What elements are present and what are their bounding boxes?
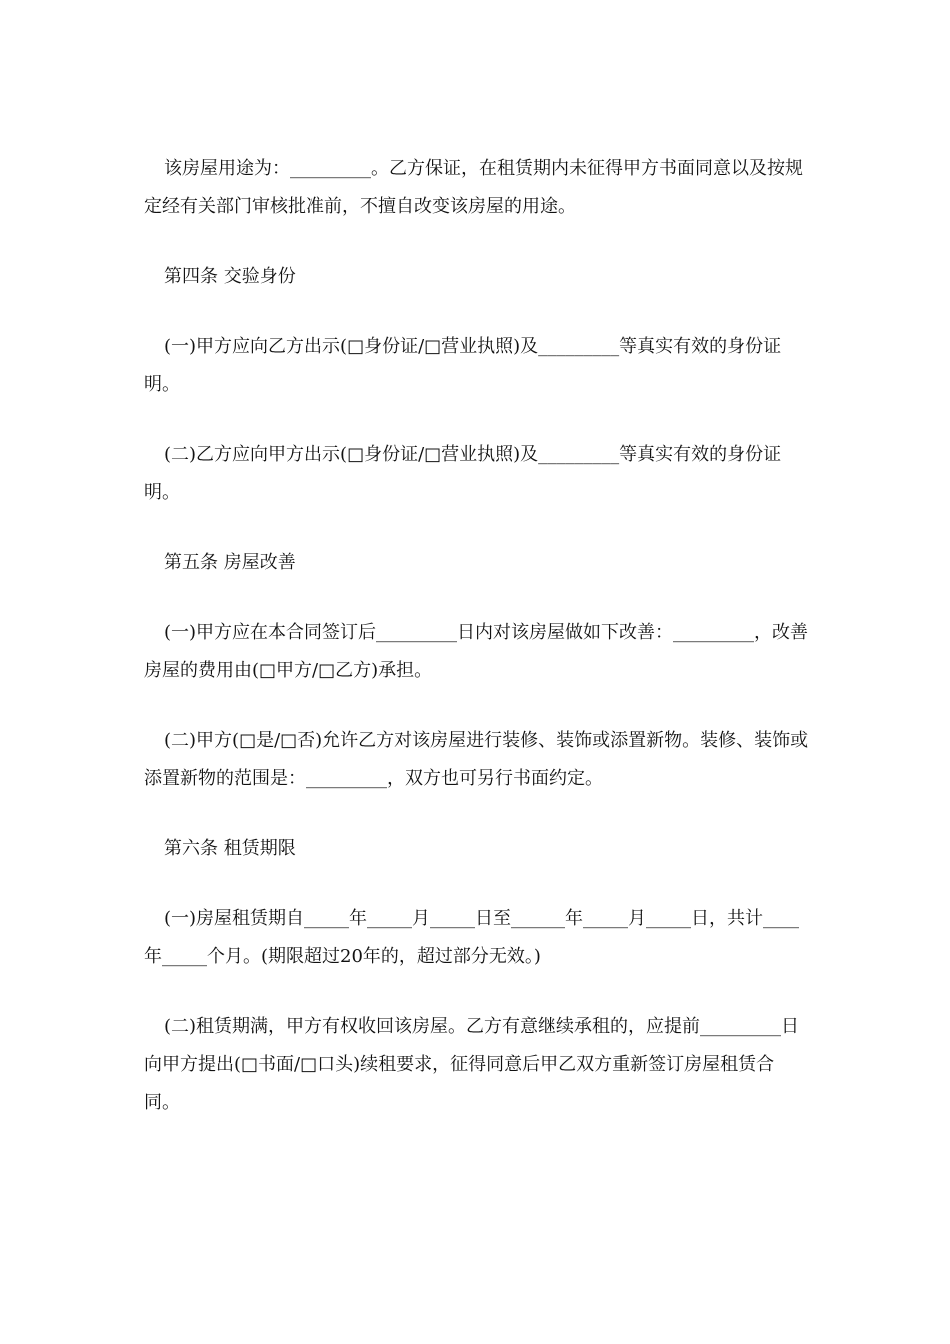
article-6-heading: 第六条 租赁期限 (164, 838, 296, 859)
article-6-clause-2: (二)租赁期满，甲方有权收回该房屋。乙方有意继续承租的，应提前_________日向甲方提出(□书面/□口头)续租要求，征得同意后甲乙双方重新签订房屋租赁合同。 (144, 1016, 800, 1113)
article-4-clause-1: (一)甲方应向乙方出示(□身份证/□营业执照)及_________等真实有效的身份证明。 (144, 336, 782, 395)
article-5-clause-2: (二)甲方(□是/□否)允许乙方对该房屋进行装修、装饰或添置新物。装修、装饰或添置新物的范围是：_________，双方也可另行书面约定。 (144, 730, 809, 789)
article-4-clause-2: (二)乙方应向甲方出示(□身份证/□营业执照)及_________等真实有效的身份证明。 (144, 444, 782, 503)
article-5-clause-1: (一)甲方应在本合同签订后_________日内对该房屋做如下改善：_________，改善房屋的费用由(□甲方/□乙方)承担。 (144, 622, 809, 681)
article-4-heading: 第四条 交验身份 (164, 266, 296, 287)
article-6-clause-1: (一)房屋租赁期自_____年_____月_____日至______年_____月_____日，共计____年_____个月。(期限超过20年的，超过部分无效。) (144, 908, 800, 967)
article-5-heading: 第五条 房屋改善 (164, 552, 296, 573)
paragraph-usage: 该房屋用途为：_________。乙方保证，在租赁期内未征得甲方书面同意以及按规定经有关部门审核批准前，不擅自改变该房屋的用途。 (144, 158, 803, 217)
document-body (144, 150, 809, 1122)
